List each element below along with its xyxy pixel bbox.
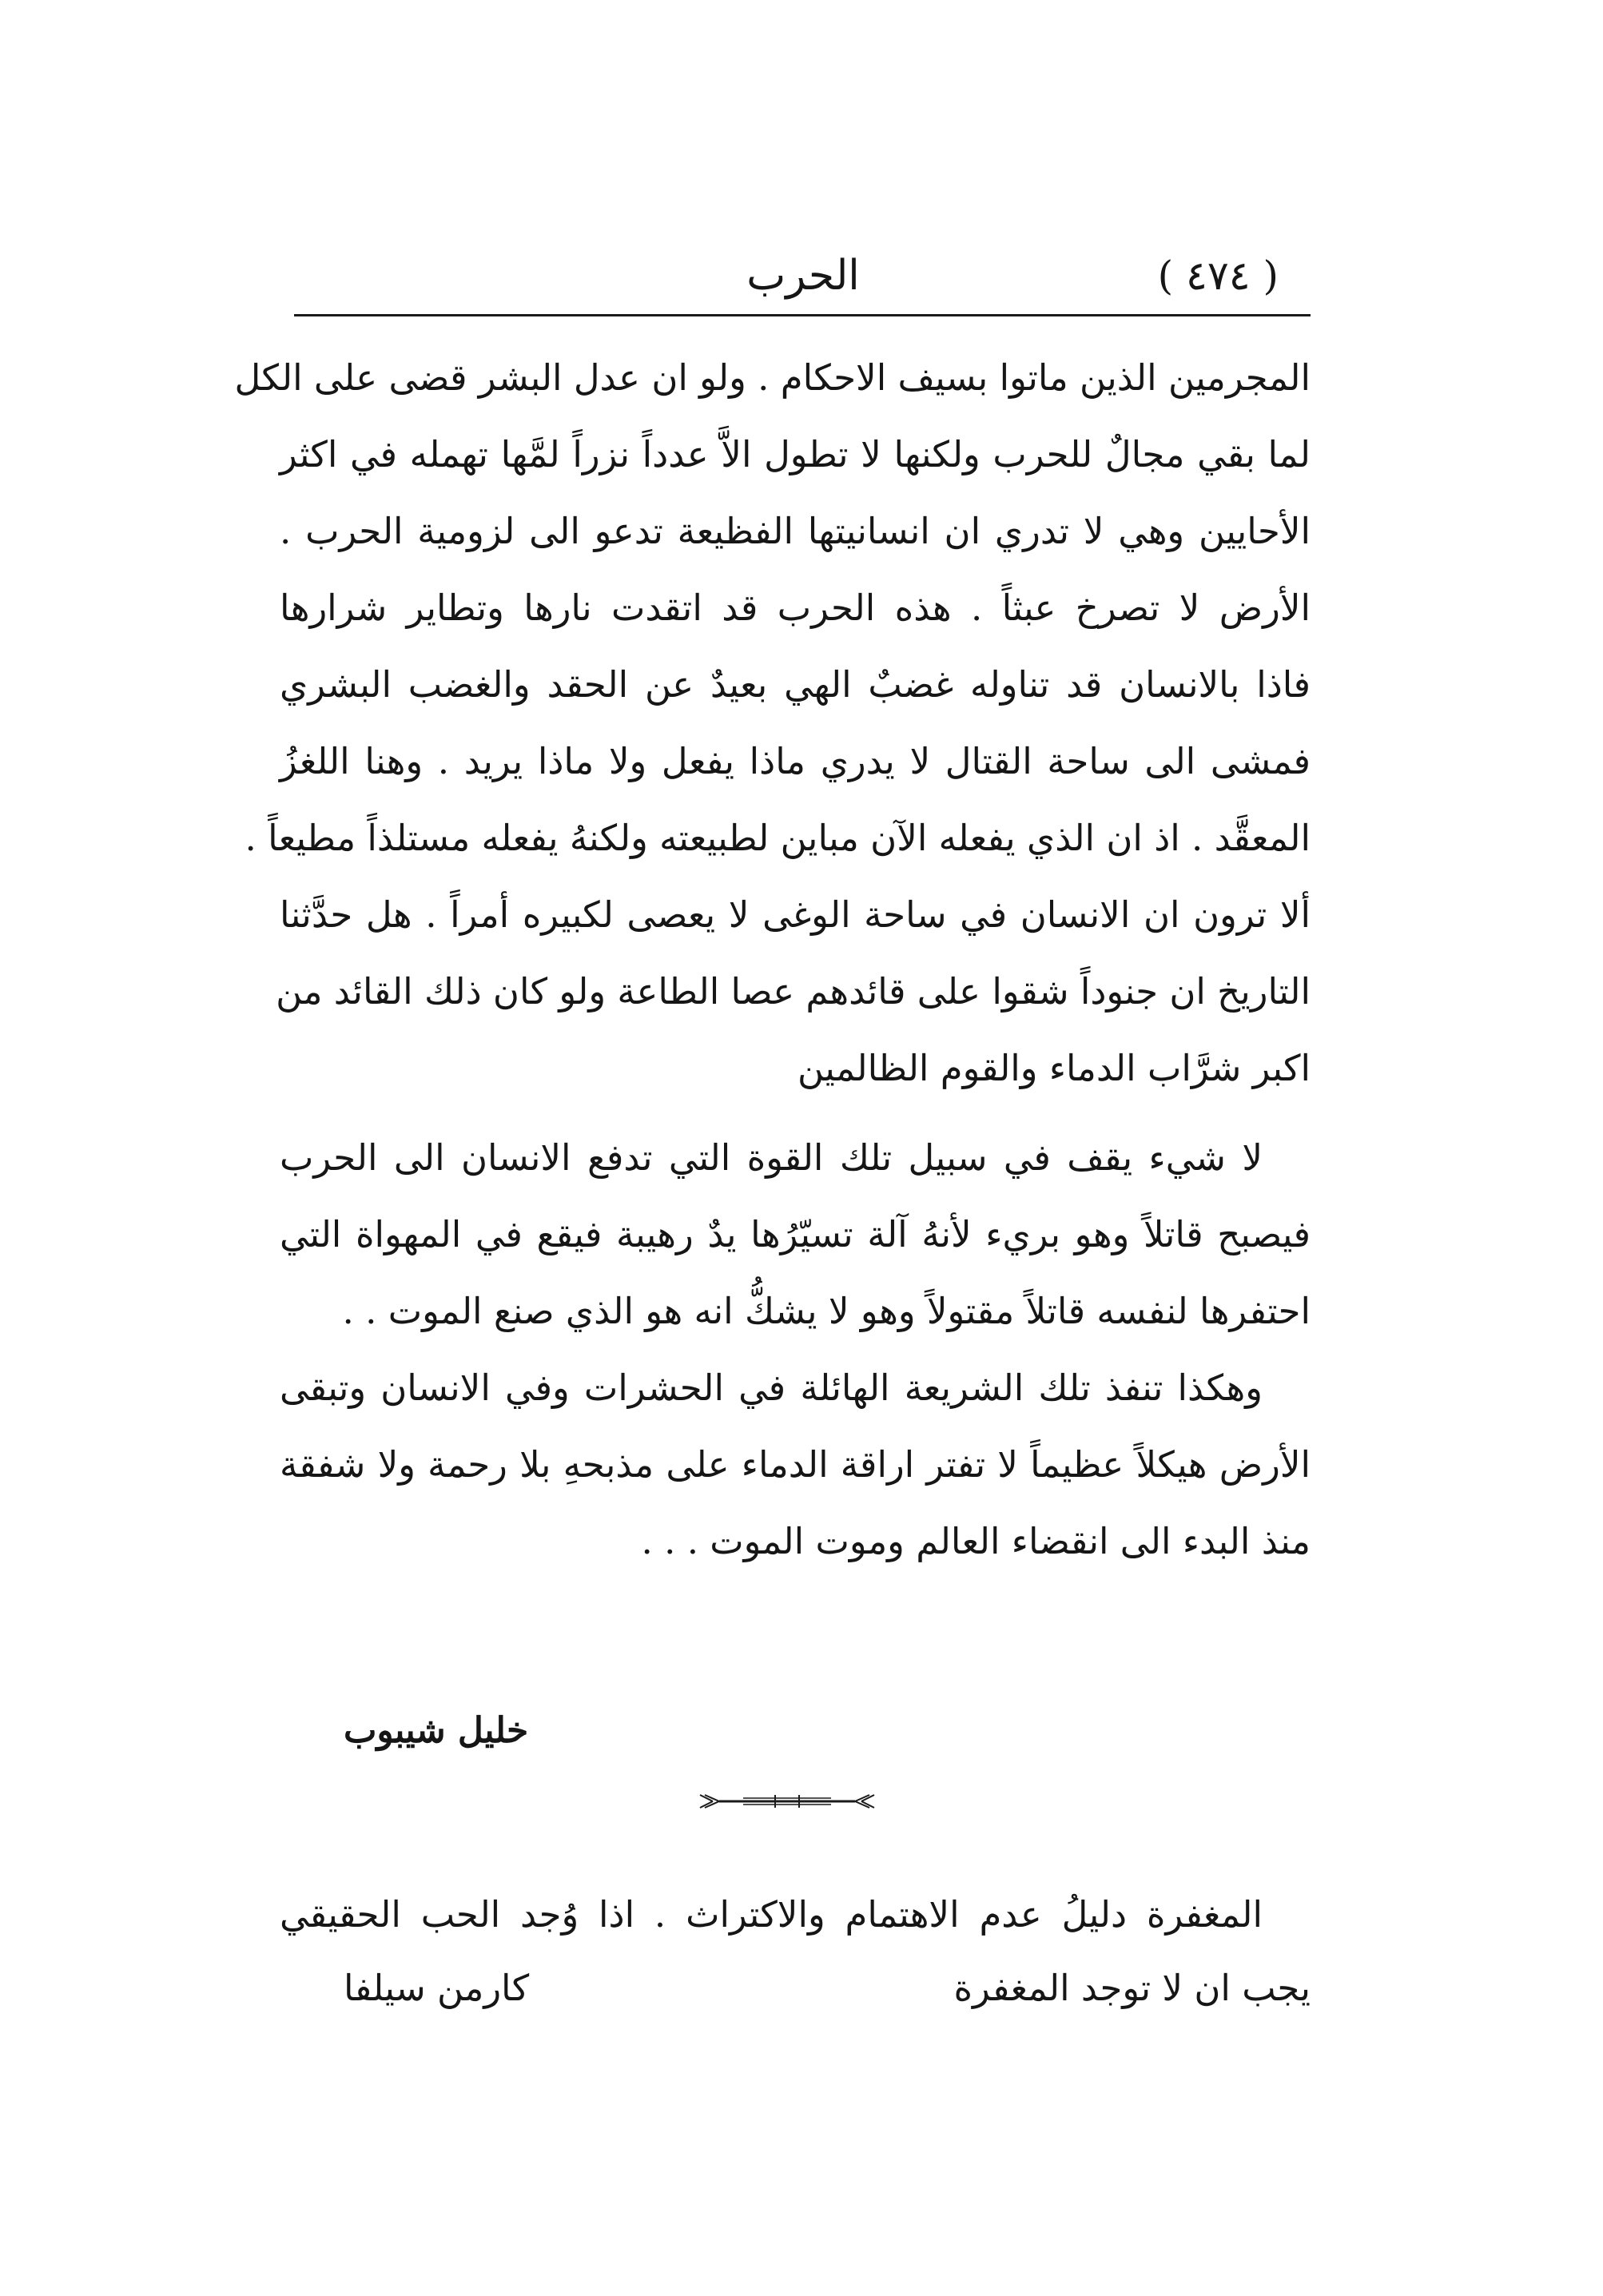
- author-signature: خليل شيبوب: [344, 1710, 529, 1751]
- running-title: الحرب: [746, 252, 860, 300]
- body-line: فيصبح قاتلاً وهو بريء لأنهُ آلة تسيّرُها يدٌ رهيبة فيقع في المهواة التي: [280, 1213, 1311, 1255]
- body-line: اكبر شرَّاب الدماء والقوم الظالمين: [798, 1047, 1311, 1089]
- paragraph-gap: [280, 1107, 1311, 1120]
- body-line: فمشى الى ساحة القتال لا يدري ماذا يفعل ولا ماذا يريد . وهنا اللغزُ: [280, 740, 1311, 782]
- body-line: المجرمين الذين ماتوا بسيف الاحكام . ولو ان عدل البشر قضى على الكل: [234, 356, 1311, 399]
- quote-author: كارمن سيلفا: [344, 1967, 530, 2009]
- body-line: منذ البدء الى انقضاء العالم وموت الموت . . .: [641, 1520, 1311, 1562]
- body-line: الأحايين وهي لا تدري ان انسانيتها الفظيعة تدعو الى لزومية الحرب .: [280, 510, 1311, 552]
- body-line: لا شيء يقف في سبيل تلك القوة التي تدفع الانسان الى الحرب: [280, 1136, 1263, 1179]
- quote-line: المغفرة دليلُ عدم الاهتمام والاكتراث . اذا وُجد الحب الحقيقي: [280, 1893, 1263, 1936]
- section-divider-ornament: [695, 1792, 879, 1811]
- body-line: لما بقي مجالٌ للحرب ولكنها لا تطول الاَّ عدداً نزراً لمَّها تهمله في اكثر: [280, 433, 1311, 476]
- page-number: ( ٤٧٤ ): [1157, 253, 1279, 299]
- body-line: فاذا بالانسان قد تناوله غضبٌ الهي بعيدٌ عن الحقد والغضب البشري: [280, 663, 1311, 706]
- body-line: وهكذا تنفذ تلك الشريعة الهائلة في الحشرات وفي الانسان وتبقى: [280, 1367, 1263, 1409]
- epigram-quote: [280, 1878, 1311, 2025]
- body-line: المعقَّد . اذ ان الذي يفعله الآن مباين لطبيعته ولكنهُ يفعله مستلذاً مطيعاً .: [245, 817, 1311, 859]
- body-line: احتفرها لنفسه قاتلاً مقتولاً وهو لا يشكُّ انه هو الذي صنع الموت . .: [342, 1290, 1311, 1332]
- header-rule: [294, 314, 1311, 316]
- body-line: الأرض هيكلاً عظيماً لا تفتر اراقة الدماء على مذبحهِ بلا رحمة ولا شفقة: [280, 1443, 1311, 1486]
- body-line: ألا ترون ان الانسان في ساحة الوغى لا يعصى لكبيره أمراً . هل حدَّثنا: [280, 893, 1311, 936]
- quote-line: يجب ان لا توجد المغفرة: [953, 1967, 1311, 2009]
- article-body: [234, 340, 1311, 1580]
- body-line: التاريخ ان جنوداً شقوا على قائدهم عصا الطاعة ولو كان ذلك القائد من: [276, 970, 1311, 1013]
- page-header: [296, 244, 1311, 308]
- body-line: الأرض لا تصرخ عبثاً . هذه الحرب قد اتقدت نارها وتطاير شرارها: [280, 587, 1311, 629]
- quote-line-with-author: [280, 1952, 1311, 2025]
